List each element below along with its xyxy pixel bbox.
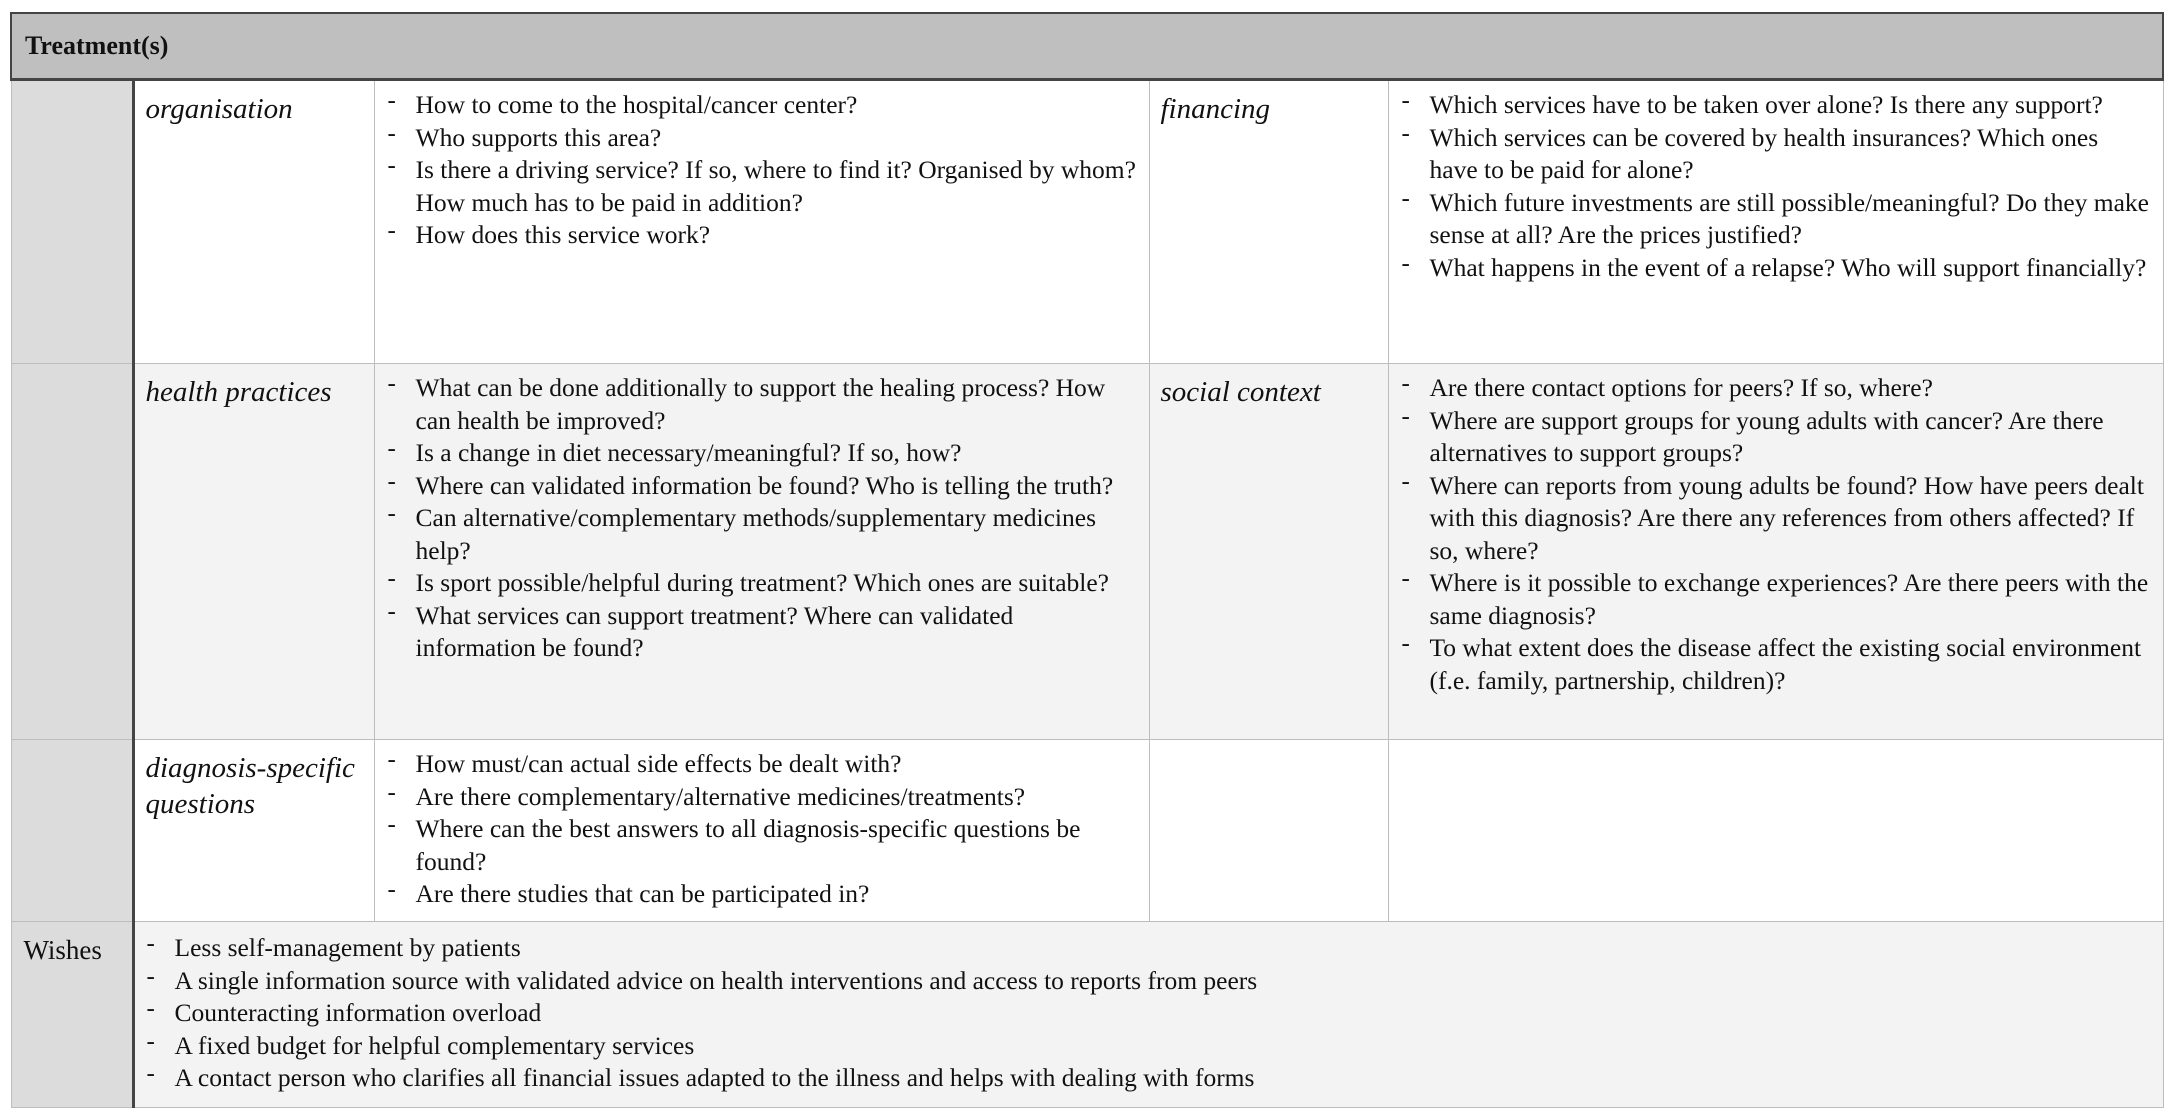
list-item: - How must/can actual side effects be dealt with? <box>388 748 1139 781</box>
list-item: - Is a change in diet necessary/meaningful? If so, how? <box>388 437 1139 470</box>
row-label-financing: financing <box>1149 80 1388 364</box>
row-label-health-practices: health practices <box>133 364 374 740</box>
list-item: - A single information source with validated advice on health interventions and access to reports from peers <box>147 965 2153 998</box>
list-item: - How does this service work? <box>388 219 1139 252</box>
header-row <box>11 13 2163 80</box>
list-item: - Is there a driving service? If so, where to find it? Organised by whom? How much has to be paid in addition? <box>388 154 1139 219</box>
list-item: - Can alternative/complementary methods/supplementary medicines help? <box>388 502 1139 567</box>
list-item: - A fixed budget for helpful complementary services <box>147 1030 2153 1063</box>
social-context-cell <box>1388 364 2163 740</box>
list-item: - What services can support treatment? Where can validated information be found? <box>388 600 1139 665</box>
list-item: - Which future investments are still possible/meaningful? Do they make sense at all? Are the prices justified? <box>1402 187 2153 252</box>
row-label-organisation: organisation <box>133 80 374 364</box>
list-item: - Who supports this area? <box>388 122 1139 155</box>
wishes-row <box>11 922 2163 1108</box>
treatment-table <box>10 12 2164 1108</box>
row-stub <box>11 740 133 922</box>
diagnosis-specific-list <box>375 740 1149 911</box>
organisation-cell <box>374 80 1149 364</box>
financing-list <box>1389 81 2163 284</box>
health-practices-list <box>375 364 1149 665</box>
list-item: - To what extent does the disease affect the existing social environment (f.e. family, partnership, children)? <box>1402 632 2153 697</box>
list-item: - What can be done additionally to support the healing process? How can health be improved? <box>388 372 1139 437</box>
list-item: - Where can the best answers to all diagnosis-specific questions be found? <box>388 813 1139 878</box>
list-item: - Where can reports from young adults be found? How have peers dealt with this diagnosis? Are there any references from others affected? If so, where? <box>1402 470 2153 568</box>
financing-cell <box>1388 80 2163 364</box>
row-stub <box>11 80 133 364</box>
diagnosis-specific-cell <box>374 740 1149 922</box>
empty-content-cell <box>1388 740 2163 922</box>
list-item: - Which services can be covered by health insurances? Which ones have to be paid for alone? <box>1402 122 2153 187</box>
table-row <box>11 364 2163 740</box>
list-item: - Where can validated information be found? Who is telling the truth? <box>388 470 1139 503</box>
empty-label-cell <box>1149 740 1388 922</box>
list-item: - Are there studies that can be participated in? <box>388 878 1139 911</box>
row-label-social-context: social context <box>1149 364 1388 740</box>
row-label-diagnosis-specific: diagnosis-specific questions <box>133 740 374 922</box>
social-context-list <box>1389 364 2163 697</box>
list-item: - Is sport possible/helpful during treatment? Which ones are suitable? <box>388 567 1139 600</box>
list-item: - Where are support groups for young adults with cancer? Are there alternatives to support groups? <box>1402 405 2153 470</box>
table-title: Treatment(s) <box>11 13 2163 80</box>
list-item: - Which services have to be taken over alone? Is there any support? <box>1402 89 2153 122</box>
empty-list <box>1389 740 2163 748</box>
table-row <box>11 80 2163 364</box>
treatment-table-container <box>10 12 2162 1108</box>
list-item: - Less self-management by patients <box>147 932 2153 965</box>
wishes-cell <box>133 922 2163 1108</box>
list-item: - How to come to the hospital/cancer center? <box>388 89 1139 122</box>
list-item: - Counteracting information overload <box>147 997 2153 1030</box>
list-item: - What happens in the event of a relapse? Who will support financially? <box>1402 252 2153 285</box>
row-stub <box>11 364 133 740</box>
wishes-list <box>135 922 2163 1095</box>
table-row <box>11 740 2163 922</box>
health-practices-cell <box>374 364 1149 740</box>
list-item: - Where is it possible to exchange experiences? Are there peers with the same diagnosis? <box>1402 567 2153 632</box>
list-item: - Are there contact options for peers? If so, where? <box>1402 372 2153 405</box>
list-item: - A contact person who clarifies all financial issues adapted to the illness and helps with dealing with forms <box>147 1062 2153 1095</box>
organisation-list <box>375 81 1149 252</box>
list-item: - Are there complementary/alternative medicines/treatments? <box>388 781 1139 814</box>
wishes-label: Wishes <box>11 922 133 1108</box>
